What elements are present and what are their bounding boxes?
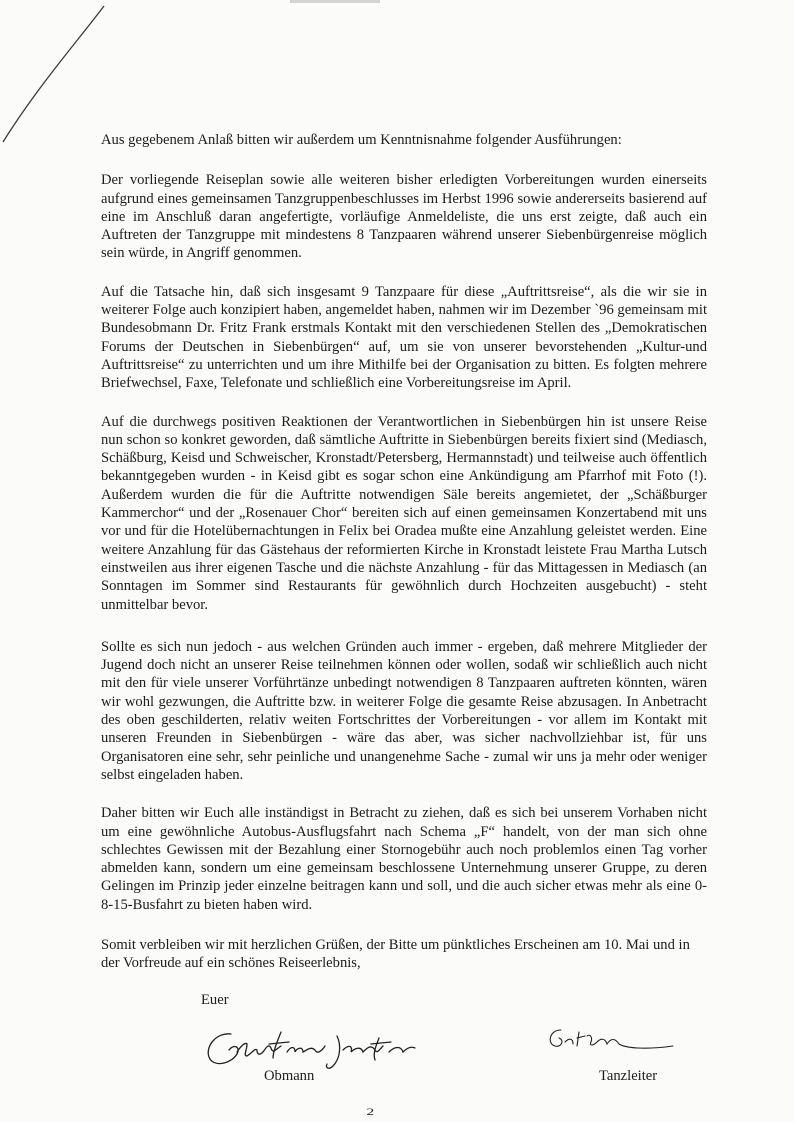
intro-paragraph: Aus gegebenem Anlaß bitten wir außerdem um Kenntnisnahme folgender Ausführungen: [101, 132, 622, 148]
paragraph-registration: Auf die Tatsache hin, daß sich insgesamt 9 Tanzpaare für diese „Auftrittsreise“, als die wir sie in weiterer Folge auch konzipiert haben, angemeldet haben, nahmen wir im Dezember `96 gemeinsam mit Bundesobmann Dr. Fritz Frank erstmals Kontakt mit den verschiedenen Stellen des „Demokratischen Forums der Deutschen in Siebenbürgen“ auf, um sie von unserer bevorstehenden „Kultur-und Auftrittsreise“ zu unterrichten und um ihre Mithilfe bei der Organisation zu bitten. Es folgten mehrere Briefwechsel, Faxe, Telefonate und schließlich eine Vorbereitungsreise im April. [101, 283, 707, 392]
paragraph-bookings: Auf die durchwegs positiven Reaktionen der Verantwortlichen in Siebenbürgen hin ist unsere Reise nun schon so konkret geworden, daß sämtliche Auftritte in Siebenbürgen bereits fixiert sind (Mediasch, Schäßburg, Keisd und Schweischer, Kronstadt/Petersberg, Hermannstadt) und teilweise auch öffentlich bekanntgegeben wurden - in Keisd gibt es sogar schon eine Ankündigung am Pfarrhof mit Foto (!). Außerdem wurden die für die Auftritte notwendigen Säle bereits angemietet, der „Schäßburger Kammerchor“ und der „Rosenauer Chor“ bereiten sich auf einen gemeinsamen Konzertabend mit uns vor und für die Hotelübernachtungen in Felix bei Oradea mußte eine Anzahlung geleistet werden. Eine weitere Anzahlung für das Gästehaus der reformierten Kirche in Kronstadt leistete Frau Martha Lutsch einstweilen aus ihrer eigenen Tasche und die nächste Anzahlung - für das Mittagessen in Mediasch (an Sonntagen im Sommer sind Restaurants für gewöhnlich durch Hochzeiten ausgebucht) - steht unmittelbar bevor. [101, 413, 707, 613]
scan-edge-mark [290, 0, 380, 3]
salutation: Euer [201, 992, 229, 1008]
signature-right-text: Christian [545, 1052, 556, 1056]
role-tanzleiter: Tanzleiter [599, 1068, 658, 1084]
paragraph-appeal: Daher bitten wir Euch alle inständigst in Betracht zu ziehen, daß es sich bei unserem Vorhaben nicht um eine gewöhnliche Autobus-Ausflugsfahrt nach Schema „F“ handelt, von der man sich ohne schlechtes Gewissen mit der Bezahlung einer Stornogebühr auch noch problemlos einen Tag vorher abmelden kann, sondern um eine gemeinsam beschlossene Unternehmung unserer Gruppe, zu deren Gelingen im Prinzip jeder einzelne beitragen kann und soll, und die auch sicher etwas mehr als eine 0-8-15-Busfahrt zu bieten haben wird. [101, 805, 707, 913]
role-obmann: Obmann [264, 1068, 315, 1084]
signature-left [203, 1024, 418, 1074]
paragraph-travel-plan: Der vorliegende Reiseplan sowie alle weiteren bisher erledigten Vorbereitungen wurden einerseits aufgrund eines gemeinsamen Tanzgruppenbeschlusses im Herbst 1996 sowie andererseits basierend auf eine im Anschluß daran angefertigte, vorläufige Anmeldeliste, die uns erst zeigte, daß auch ein Auftreten der Tanzgruppe mit mindestens 8 Tanzpaaren während unserer Siebenbürgenreise möglich sein würde, in Angriff genommen. [101, 172, 707, 262]
signature-right [545, 1024, 680, 1056]
signature-left-text: Günther Schmiter [203, 1070, 225, 1074]
page-number: 2 [366, 1106, 375, 1117]
letter-body [101, 131, 707, 973]
closing-paragraph: Somit verbleiben wir mit herzlichen Grüßen, der Bitte um pünktliches Erscheinen am 10. Mai und in der Vorfreude auf ein schönes Reiseerlebnis, [101, 936, 690, 972]
paragraph-cancellation-risk: Sollte es sich nun jedoch - aus welchen Gründen auch immer - ergeben, daß mehrere Mitglieder der Jugend doch nicht an unserer Reise teilnehmen können oder wollen, sodaß wir schließlich auch nicht mit den für viele unserer Vorführtänze unbedingt notwendigen 8 Tanzpaaren auftreten könnten, wären wir wohl gezwungen, die Auftritte bzw. in weiterer Folge die gesamte Reise abzusagen. In Anbetracht des oben geschilderten, relativ weiten Fortschrittes der Vorbereitungen - vor allem im Kontakt mit unseren Freunden in Siebenbürgen - wäre das aber, was sicher nachvollziehbar ist, für uns Organisatoren eine sehr, sehr peinliche und unangenehme Sache - zumal wir uns ja mehr oder weniger selbst eingeladen haben. [101, 638, 707, 783]
